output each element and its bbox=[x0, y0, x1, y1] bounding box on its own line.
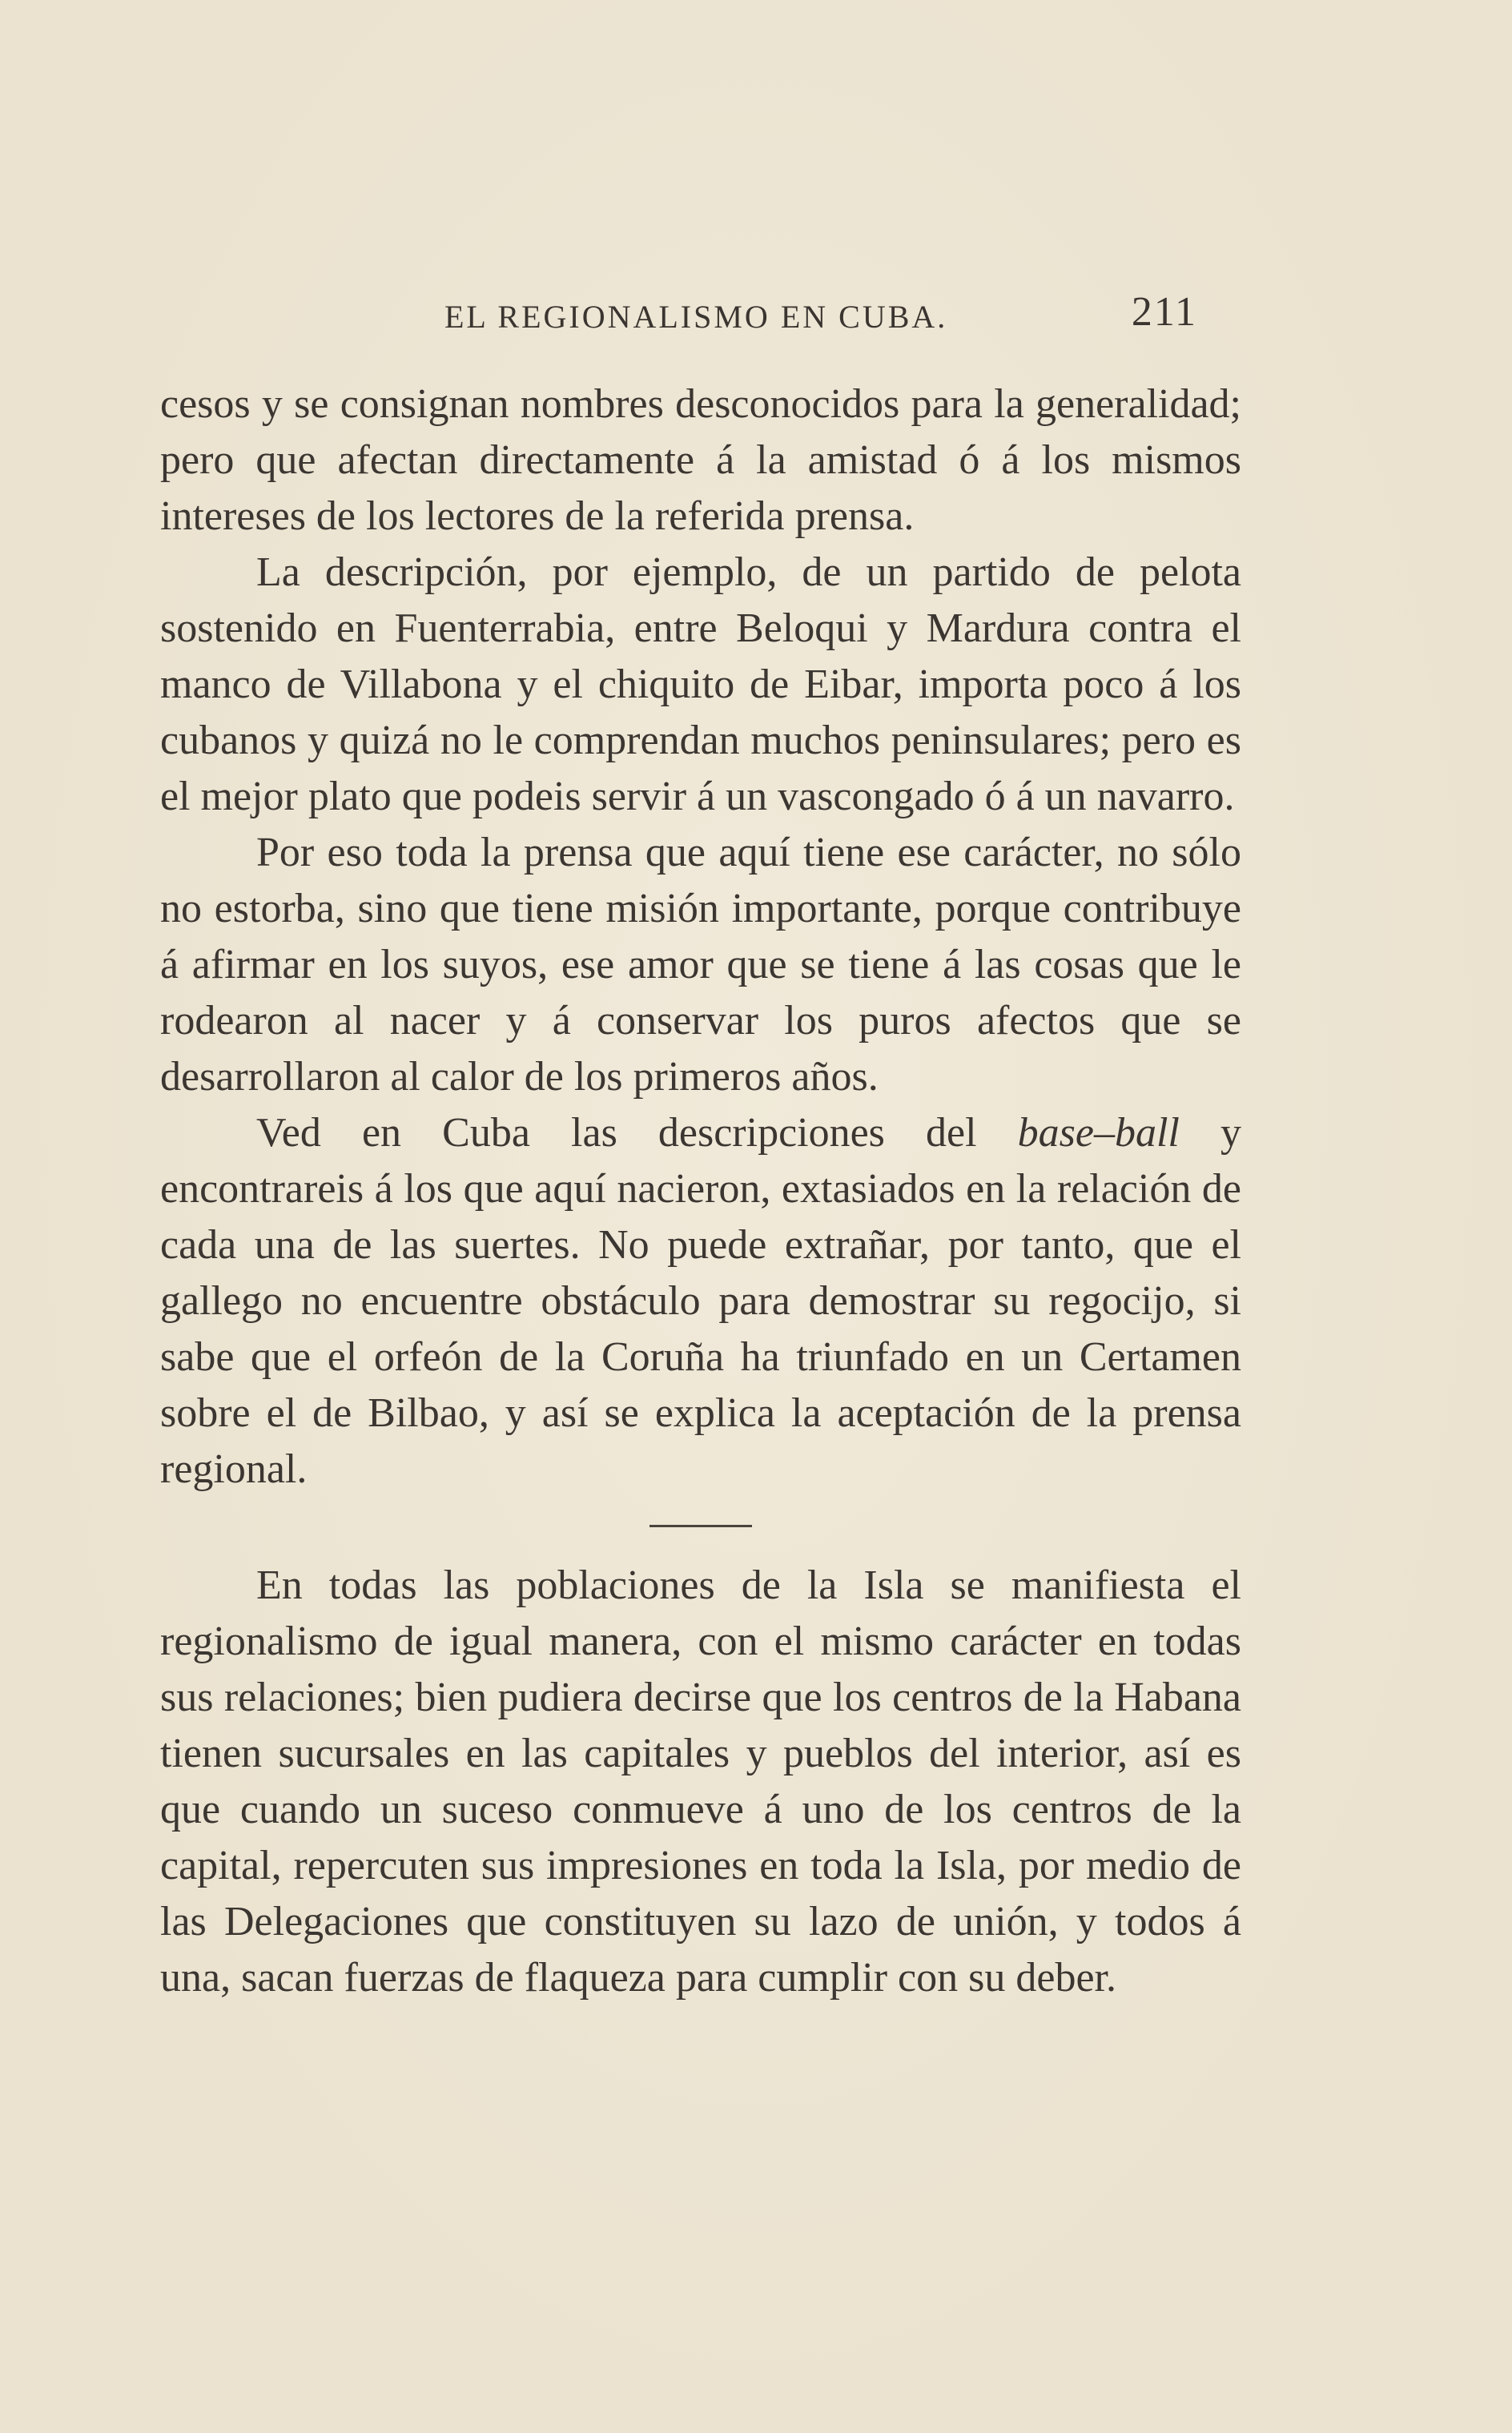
paragraph-4-end: y encontrareis á los que aquí nacieron, extasiados en la relación de cada una de las suertes. No puede extrañar, por tanto, que el gallego no encuentre obstáculo para demostrar su regocijo, si sabe que el orfeón de la Coruña ha triunfado en un Certamen sobre el de Bilbao, y así se explica la aceptación de la prensa regional. bbox=[160, 1110, 1241, 1492]
paragraph-3: Por eso toda la prensa que aquí tiene ese carácter, no sólo no estorba, sino que tiene misión importante, porque contribuye á afirmar en los suyos, ese amor que se tiene á las cosas que le rodearon al nacer y á conservar los puros afectos que se desarrollaron al calor de los primeros años. bbox=[160, 830, 1241, 1100]
page-header bbox=[444, 288, 1197, 352]
paragraph-4-start: Ved en Cuba las descripciones del bbox=[256, 1110, 1018, 1156]
paragraph-5: En todas las poblaciones de la Isla se manifiesta el regionalismo de igual manera, con el mismo carácter en todas sus relaciones; bien pudiera decirse que los centros de la Habana tienen sucursales en las capitales y pueblos del interior, así es que cuando un suceso conmueve á uno de los centros de la capital, repercuten sus impresiones en toda la Isla, por medio de las Delegaciones que constituyen su lazo de unión, y todos á una, sacan fuerzas de flaqueza para cumplir con su deber. bbox=[160, 1562, 1241, 2001]
running-title: EL REGIONALISMO EN CUBA. bbox=[444, 299, 948, 335]
section-divider bbox=[649, 1525, 752, 1527]
page-number: 211 bbox=[1131, 289, 1197, 335]
paragraph-2: La descripción, por ejemplo, de un partido de pelota sostenido en Fuenterrabia, entre Beloqui y Mardura contra el manco de Villabona y el chiquito de Eibar, importa poco á los cubanos y quizá no le comprendan muchos peninsulares; pero es el mejor plato que podeis servir á un vascongado ó á un navarro. bbox=[160, 549, 1241, 819]
body-text bbox=[160, 376, 1241, 2006]
paragraph-1: cesos y se consignan nombres desconocidos para la generalidad; pero que afectan directamente á la amistad ó á los mismos intereses de los lectores de la referida prensa. bbox=[160, 381, 1241, 539]
italic-term: base–ball bbox=[1017, 1110, 1180, 1156]
paragraph-4 bbox=[160, 1105, 1241, 1498]
